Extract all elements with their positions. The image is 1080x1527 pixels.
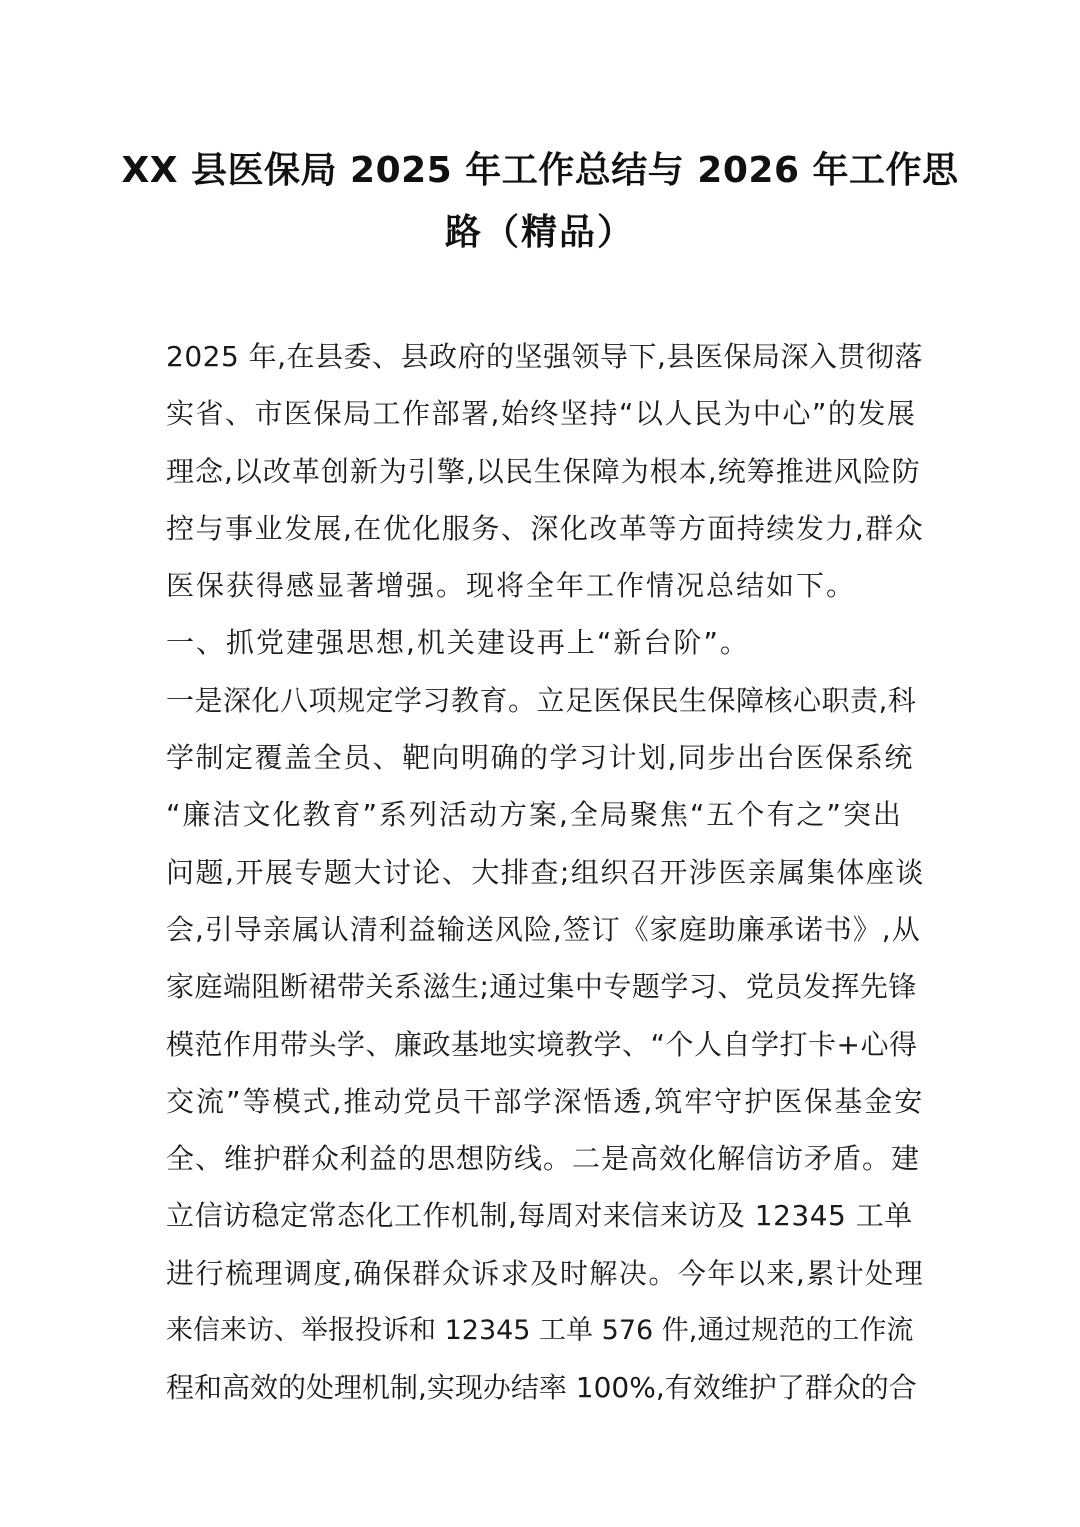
body-line: 家庭端阻断裙带关系滋生;通过集中专题学习、党员发挥先锋 [166,970,917,1004]
body-line: 模范作用带头学、廉政基地实境教学、“个人自学打卡+心得 [166,1027,918,1061]
body-line: 2025 年,在县委、县政府的坚强领导下,县医保局深入贯彻落 [166,340,923,373]
body-line: 控与事业发展,在优化服务、深化改革等方面持续发力,群众 [166,511,925,545]
body-line: 程和高效的处理机制,实现办结率 100%,有效维护了群众的合 [166,1371,917,1405]
body-line: “廉洁文化教育”系列活动方案,全局聚焦“五个有之”突出 [166,798,903,832]
title-line: 路（精品） [444,212,635,253]
body-line: 立信访稳定常态化工作机制,每周对来信来访及 12345 工单 [166,1199,913,1233]
body-line: 会,引导亲属认清利益输送风险,签订《家庭助廉承诺书》,从 [166,912,921,946]
body-line: 来信来访、举报投诉和 12345 工单 576 件,通过规范的工作流 [166,1315,914,1347]
section-heading: 一、抓党建强思想,机关建设再上“新台阶”。 [166,626,750,660]
body-line: 交流”等模式,推动党员干部学深悟透,筑牢守护医保基金安 [166,1084,925,1118]
title-line: XX 县医保局 2025 年工作总结与 2026 年工作思 [121,150,959,191]
body-line: 一是深化八项规定学习教育。立足医保民生保障核心职责,科 [166,683,917,717]
document-title [120,140,960,264]
body-line: 理念,以改革创新为引擎,以民生保障为根本,统筹推进风险防 [166,454,921,488]
body-line: 医保获得感显著增强。现将全年工作情况总结如下。 [166,569,857,603]
body-line: 进行梳理调度,确保群众诉求及时解决。今年以来,累计处理 [166,1256,925,1290]
body-line: 学制定覆盖全员、靶向明确的学习计划,同步出台医保系统 [166,741,914,775]
body-line: 全、维护群众利益的思想防线。二是高效化解信访矛盾。建 [166,1142,921,1176]
document-body [166,328,926,1417]
body-line: 实省、市医保局工作部署,始终坚持“以人民为中心”的发展 [166,397,917,431]
body-line: 问题,开展专题大讨论、大排查;组织召开涉医亲属集体座谈 [166,855,925,889]
